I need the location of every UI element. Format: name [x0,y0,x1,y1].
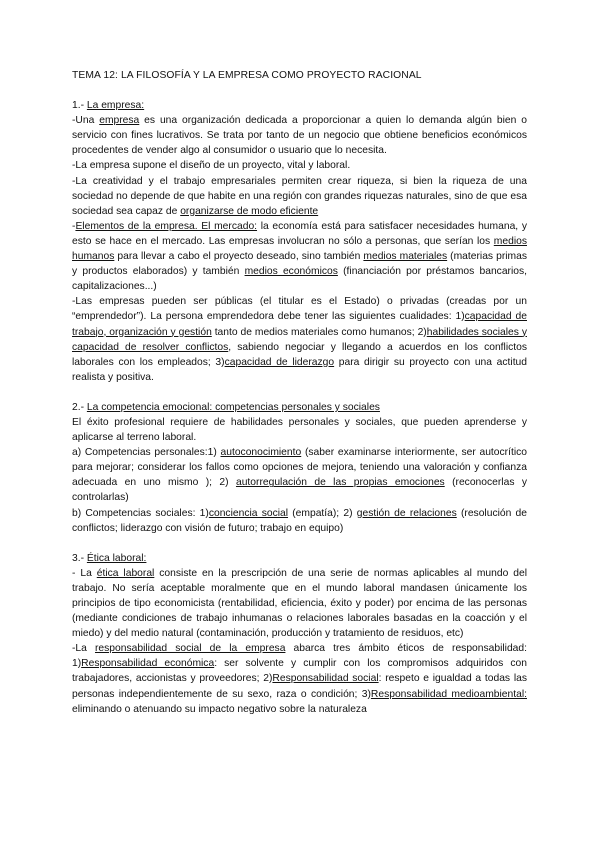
underlined-term: organizarse de modo eficiente [180,205,319,217]
underlined-term: gestión de relaciones [356,507,457,519]
text: (resolución de conflictos; liderazgo con visión de futuro; trabajo en equipo) [72,507,527,534]
paragraph [72,219,527,294]
underlined-term: Responsabilidad medioambiental: [370,688,527,700]
document-page [72,68,527,732]
text: para llevar a cabo el proyecto deseado, sino también [114,251,364,263]
text: (empatía); 2) [288,507,357,519]
section-competencia-emocional [72,400,527,536]
underlined-term: medios económicos [244,266,338,278]
section-number: 3.- [72,552,87,564]
section-title: La competencia emocional: competencias personales y sociales [86,401,380,413]
underlined-term: Responsabilidad económica [81,658,215,670]
text: , sabiendo negociar y llegando a acuerdos en los conflictos laborales con los empleados; 3) [72,341,527,368]
underlined-term: habilidades sociales y capacidad de resolver conflictos [72,326,527,353]
text: (financiación por préstamos bancarios, capitalizaciones...) [72,266,527,293]
text: es una organización dedicada a proporcionar a quien lo demanda algún bien o servicio con fines lucrativos. Se trata por tanto de un negocio que obtiene beneficios económicos procedentes de vender algo al consumidor o usuario que lo necesita. [72,115,527,157]
text: : ser solvente y cumplir con los compromisos adquiridos con trabajadores, accionistas y proveedores; 2) [72,658,527,685]
underlined-term: capacidad de liderazgo [224,356,335,368]
text: (materias primas y productos elaborados) y también [72,251,528,278]
paragraph [72,445,527,505]
text: tanto de medios materiales como humanos; 2) [211,326,427,338]
section-etica-laboral [72,551,527,717]
paragraph: -La empresa supone el diseño de un proyecto, vital y laboral. [72,160,351,172]
section-title: Ética laboral: [86,552,147,564]
text: -La [72,643,95,655]
text: para dirigir su proyecto con una actitud realista y positiva. [72,356,528,383]
section-number: 1.- [72,100,87,112]
text: - [72,220,76,232]
paragraph [72,113,527,158]
text: b) Competencias sociales: 1) [72,507,209,519]
underlined-term: responsabilidad social de la empresa [95,643,286,655]
text: - La [72,567,97,579]
underlined-term: autorregulación de las propias emociones [235,477,445,489]
underlined-term: capacidad de trabajo, organización y gestión [72,311,527,338]
paragraph [72,566,527,641]
text: consiste en la prescripción de una serie de normas aplicables al mundo del trabajo. No sería aceptable moralmente que en el mundo laboral mandasen únicamente los principios de tipo economicista (rentabilidad, eficiencia, éxito y poder) por encima de las personas (mediante condiciones de trabajo inhumanas o relaciones laborales basadas en la coacción y el miedo) y del medio natural (contaminación, producción y tratamiento de residuos, etc) [72,567,527,640]
underlined-term: empresa [99,115,140,127]
section-title: La empresa: [86,100,145,112]
underlined-term: Responsabilidad social [272,673,379,685]
text: (reconocerlas y controlarlas) [72,477,528,504]
underlined-term: Elementos de la empresa. El mercado: [75,220,258,232]
text: a) Competencias personales:1) [72,447,221,459]
underlined-term: medios humanos [72,235,527,263]
text: la economía está para satisfacer necesidades humana, y esto se hace en el mercado. Las empresas involucran no sólo a personas, que serían los [72,220,527,247]
underlined-term: autoconocimiento [220,447,302,459]
text: eliminando o atenuando su impacto negativo sobre la naturaleza [72,703,367,715]
section-heading [72,98,527,113]
paragraph [72,641,527,716]
paragraph: El éxito profesional requiere de habilidades personales y sociales, que pueden aprenderse y aplicarse al terreno laboral. [72,416,527,444]
text: : respeto e igualdad a todas las personas independientemente de su sexo, raza o condición; 3) [72,673,527,700]
page-title: TEMA 12: LA FILOSOFÍA Y LA EMPRESA COMO PROYECTO RACIONAL [72,70,422,81]
section-heading [72,400,527,415]
underlined-term: conciencia social [208,507,289,519]
text: -La creatividad y el trabajo empresariales permiten crear riqueza, si bien la riqueza de una sociedad no depende de que habite en una región con grandes riquezas naturales, sino de que esa sociedad sea capaz de [72,175,527,217]
text: abarca tres ámbito éticos de responsabilidad: 1) [72,643,527,670]
section-number: 2.- [72,401,87,413]
section-la-empresa [72,98,527,385]
paragraph [72,506,527,536]
paragraph [72,174,527,219]
text: -Una [72,115,100,127]
text: (saber examinarse interiormente, ser autocrítico para mejorar; considerar los fallos como opciones de mejora, teniendo una valoración y confianza adecuada en uno mismo ); 2) [72,447,527,489]
section-heading [72,551,527,566]
underlined-term: medios materiales [363,251,448,263]
paragraph [72,294,527,385]
text: -Las empresas pueden ser públicas (el titular es el Estado) o privadas (creadas por un “emprendedor”). La persona emprendedora debe tener las siguientes cualidades: 1) [72,296,527,323]
underlined-term: ética laboral [96,567,155,579]
